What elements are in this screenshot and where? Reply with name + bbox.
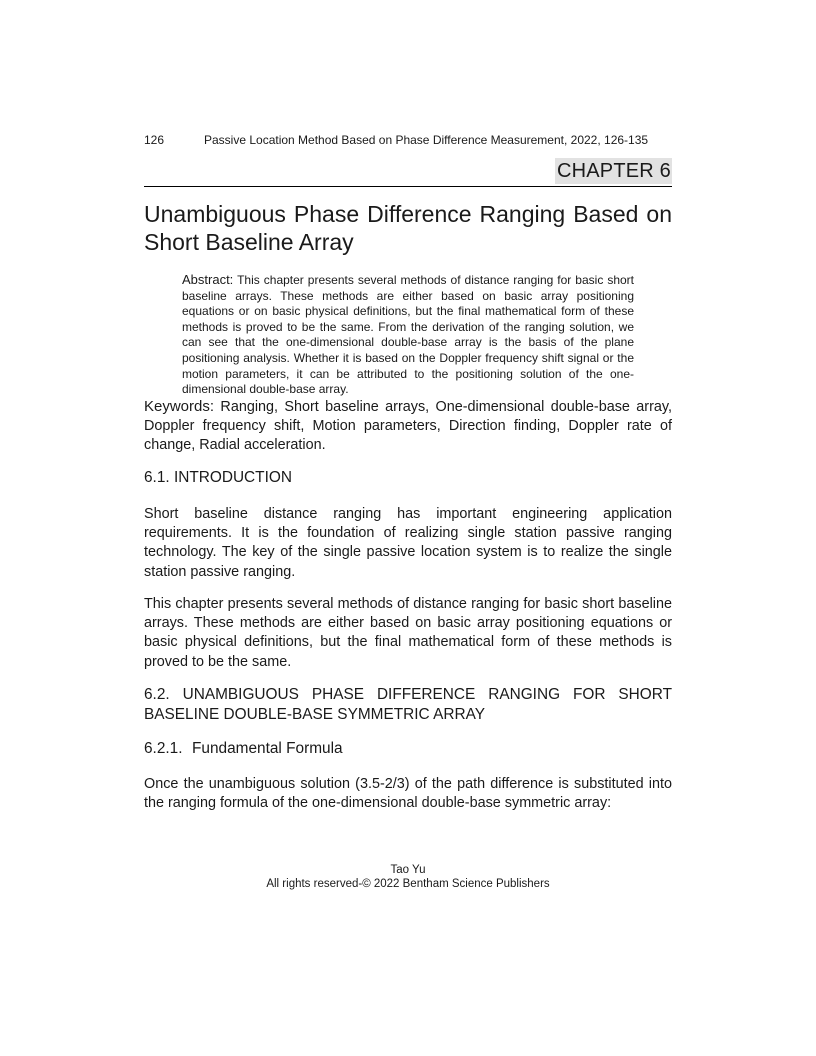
section-heading-introduction: 6.1. INTRODUCTION — [144, 469, 292, 486]
subsection-title: Fundamental Formula — [192, 740, 343, 757]
footer-author: Tao Yu — [390, 864, 426, 876]
section-heading-ranging: 6.2. UNAMBIGUOUS PHASE DIFFERENCE RANGING FOR SHORT BASELINE DOUBLE-BASE SYMMETRIC ARRAY — [144, 686, 672, 723]
abstract-text: This chapter presents several methods of distance ranging for basic short baseline arrays. These methods are either based on basic array positioning equations or on basic physical definitions, but the final mathematical form of these methods is proved to be the same. From the derivation of the ranging solution, we can see that the one-dimensional double-base array is the basis of the plane positioning analysis. Whether it is based on the Doppler frequency shift signal or the motion parameters, it can be attributed to the positioning solution of the one-dimensional double-base array. — [182, 273, 634, 397]
abstract — [182, 272, 634, 398]
keywords — [144, 397, 672, 456]
running-head-title: Passive Location Method Based on Phase Difference Measurement, 2022, 126-135 — [204, 133, 649, 147]
chapter-label-bar — [144, 158, 672, 187]
running-head — [144, 133, 672, 147]
page-number: 126 — [144, 133, 165, 147]
footer-rights: All rights reserved-© 2022 Bentham Science Publishers — [266, 878, 550, 890]
document-page — [144, 0, 672, 1056]
keywords-text: Ranging, Short baseline arrays, One-dimensional double-base array, Doppler frequency shift, Motion parameters, Direction finding, Doppler rate of change, Radial acceleration. — [144, 399, 673, 454]
subsection-heading-fundamental-formula — [144, 739, 672, 759]
fundamental-formula-paragraph: Once the unambiguous solution (3.5-2/3) of the path difference is substituted into the ranging formula of the one-dimensional double-base symmetric array: — [144, 776, 672, 812]
page-footer — [144, 863, 672, 891]
abstract-lead: Abstract: — [182, 272, 234, 287]
chapter-label: CHAPTER 6 — [556, 160, 671, 182]
chapter-title: Unambiguous Phase Difference Ranging Based on Short Baseline Array — [144, 201, 672, 255]
introduction-paragraph-1: Short baseline distance ranging has important engineering application requirements. It is the foundation of realizing single station passive ranging technology. The key of the single passive location system is to realize the single station passive ranging. — [144, 506, 672, 580]
subsection-number: 6.2.1. — [144, 740, 183, 757]
keywords-lead: Keywords: — [144, 398, 215, 415]
introduction-paragraph-2: This chapter presents several methods of distance ranging for basic short baseline arrays. These methods are either based on basic array positioning equations or basic physical definitions, but the final mathematical form of these methods is proved to be the same. — [144, 596, 672, 670]
